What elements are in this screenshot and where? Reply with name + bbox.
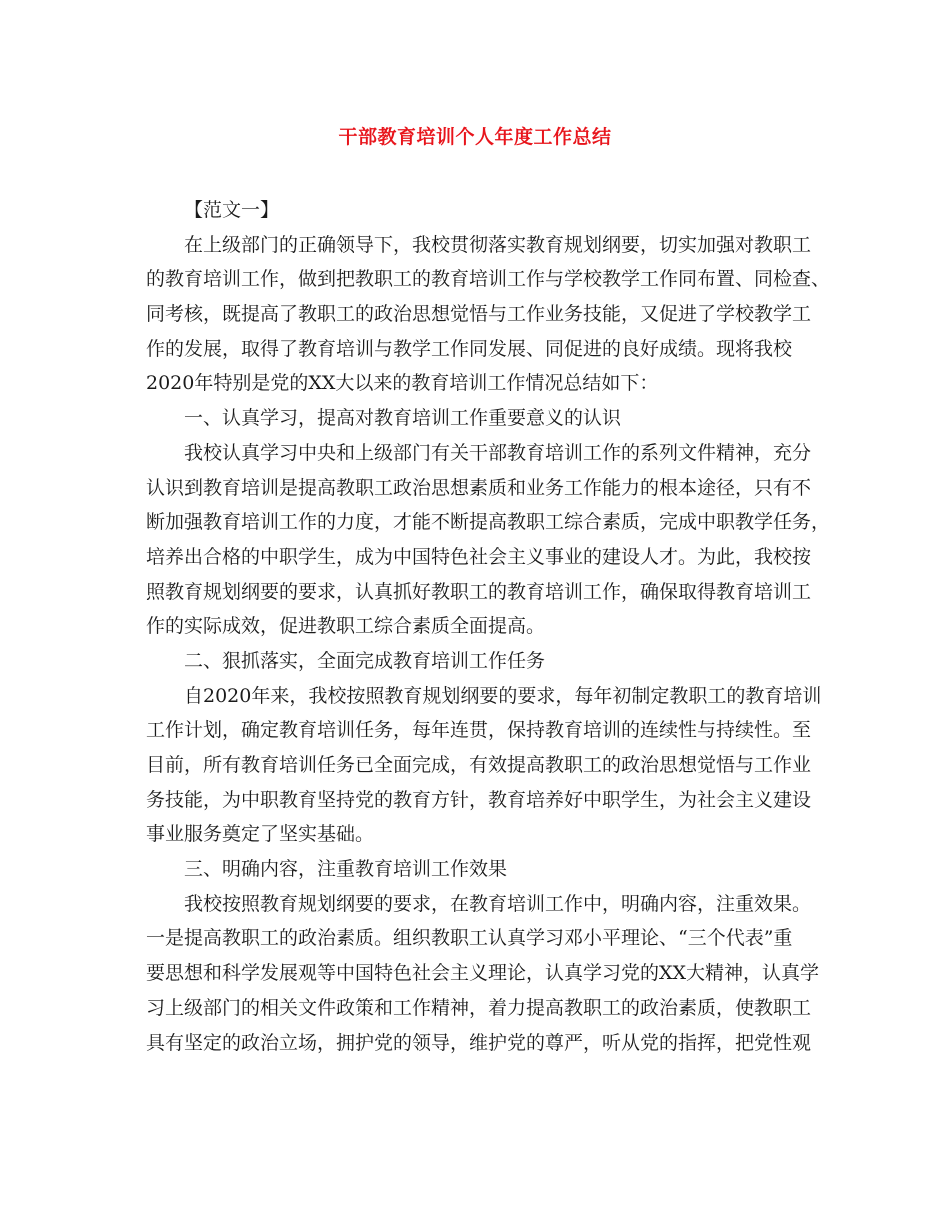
body-line: 习上级部门的相关文件政策和工作精神，着力提高教职工的政治素质，使教职工 bbox=[146, 996, 812, 1019]
body-line: 目前，所有教育培训任务已全面完成，有效提高教职工的政治思想觉悟与工作业 bbox=[146, 754, 812, 776]
body-line: 的教育培训工作，做到把教职工的教育培训工作与学校教学工作同布置、同检查、 bbox=[146, 268, 831, 291]
body-line: 作的发展，取得了教育培训与教学工作同发展、同促进的良好成绩。现将我校 bbox=[146, 337, 793, 360]
body-line: 作的实际成效，促进教职工综合素质全面提高。 bbox=[146, 615, 546, 638]
body-line: 认识到教育培训是提高教职工政治思想素质和业务工作能力的根本途径，只有不 bbox=[146, 476, 812, 499]
body-line: 照教育规划纲要的要求，认真抓好教职工的教育培训工作，确保取得教育培训工 bbox=[146, 580, 812, 603]
body-line: 三、明确内容，注重教育培训工作效果 bbox=[184, 858, 508, 881]
document-body bbox=[146, 193, 831, 1060]
body-line: 我校认真学习中央和上级部门有关干部教育培训工作的系列文件精神，充分 bbox=[184, 441, 812, 464]
body-line: 一、认真学习，提高对教育培训工作重要意义的认识 bbox=[184, 407, 622, 430]
body-line: 要思想和科学发展观等中国特色社会主义理论，认真学习党的XX大精神，认真学 bbox=[146, 962, 820, 985]
body-line: 在上级部门的正确领导下，我校贯彻落实教育规划纲要，切实加强对教职工 bbox=[184, 233, 812, 256]
body-line: 我校按照教育规划纲要的要求，在教育培训工作中，明确内容，注重效果。 bbox=[184, 892, 812, 915]
body-line: 培养出合格的中职学生，成为中国特色社会主义事业的建设人才。为此，我校按 bbox=[146, 545, 812, 568]
body-line: 同考核，既提高了教职工的政治思想觉悟与工作业务技能，又促进了学校教学工 bbox=[146, 303, 812, 326]
body-line: 断加强教育培训工作的力度，才能不断提高教职工综合素质，完成中职教学任务， bbox=[146, 511, 831, 534]
body-line: 二、狠抓落实，全面完成教育培训工作任务 bbox=[184, 649, 546, 672]
body-line: 2020年特别是党的XX大以来的教育培训工作情况总结如下： bbox=[146, 372, 659, 395]
body-line: 自2020年来，我校按照教育规划纲要的要求，每年初制定教职工的教育培训 bbox=[184, 684, 822, 707]
body-line: 务技能，为中职教育坚持党的教育方针，教育培养好中职学生，为社会主义建设 bbox=[146, 788, 812, 811]
document-title: 干部教育培训个人年度工作总结 bbox=[338, 126, 612, 148]
body-line: 事业服务奠定了坚实基础。 bbox=[146, 823, 375, 846]
body-line: 具有坚定的政治立场，拥护党的领导，维护党的尊严，听从党的指挥，把党性观 bbox=[146, 1031, 812, 1054]
body-line: 一是提高教职工的政治素质。组织教职工认真学习邓小平理论、“三个代表”重 bbox=[146, 927, 793, 950]
body-line: 【范文一】 bbox=[184, 199, 280, 221]
body-line: 工作计划，确定教育培训任务，每年连贯，保持教育培训的连续性与持续性。至 bbox=[146, 719, 812, 742]
